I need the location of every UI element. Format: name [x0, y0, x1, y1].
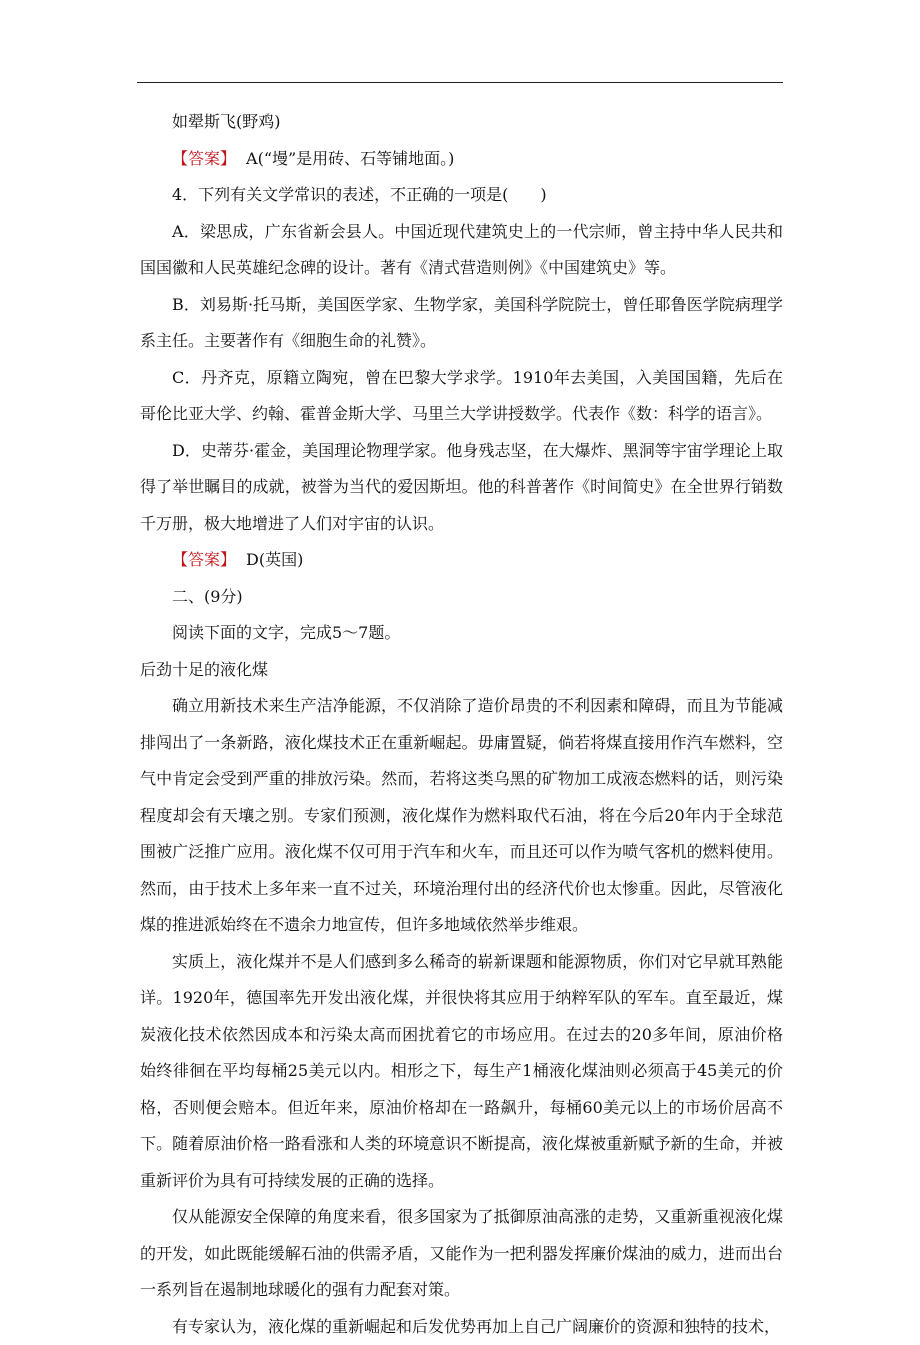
answer-3-text: A(“墁”是用砖、石等铺地面。): [246, 149, 454, 168]
document-body: [140, 104, 783, 1345]
question-4-option-d: D．史蒂芬·霍金，美国理论物理学家。他身残志坚，在大爆炸、黑洞等宇宙学理论上取得了举世瞩目的成就，被誉为当代的爱因斯坦。他的科普著作《时间简史》在全世界行销数千万册，极大地增进了人们对宇宙的认识。: [140, 433, 783, 543]
answer-4-text: D(英国): [246, 550, 303, 569]
question-4-option-a: A．梁思成，广东省新会县人。中国近现代建筑史上的一代宗师，曾主持中华人民共和国国徽和人民英雄纪念碑的设计。著有《清式营造则例》《中国建筑史》等。: [140, 214, 783, 287]
header-rule: [137, 82, 783, 83]
section-heading: 二、(9分): [140, 579, 783, 616]
answer-4: [140, 542, 783, 579]
reading-instruction: 阅读下面的文字，完成5～7题。: [140, 615, 783, 652]
answer-tag: 【答案】: [172, 149, 236, 168]
passage-title: 后劲十足的液化煤: [140, 652, 783, 689]
question-4-stem: 4．下列有关文学常识的表述，不正确的一项是( ): [140, 177, 783, 214]
answer-3: [140, 141, 783, 178]
answer-tag: 【答案】: [172, 550, 236, 569]
passage-paragraph-4: 有专家认为，液化煤的重新崛起和后发优势再加上自己广阔廉价的资源和独特的技术，: [140, 1309, 783, 1345]
q3-option-d-tail: 如翚斯飞(野鸡): [140, 104, 783, 141]
passage-paragraph-3: 仅从能源安全保障的角度来看，很多国家为了抵御原油高涨的走势，又重新重视液化煤的开发，如此既能缓解石油的供需矛盾，又能作为一把利器发挥廉价煤油的威力，进而出台一系列旨在遏制地球暖化的强有力配套对策。: [140, 1199, 783, 1309]
passage-paragraph-2: 实质上，液化煤并不是人们感到多么稀奇的崭新课题和能源物质，你们对它早就耳熟能详。1920年，德国率先开发出液化煤，并很快将其应用于纳粹军队的军车。直至最近，煤炭液化技术依然因成本和污染太高而困扰着它的市场应用。在过去的20多年间，原油价格始终徘徊在平均每桶25美元以内。相形之下，每生产1桶液化煤油则必须高于45美元的价格，否则便会赔本。但近年来，原油价格却在一路飙升，每桶60美元以上的市场价居高不下。随着原油价格一路看涨和人类的环境意识不断提高，液化煤被重新赋予新的生命，并被重新评价为具有可持续发展的正确的选择。: [140, 944, 783, 1200]
question-4-option-b: B．刘易斯·托马斯，美国医学家、生物学家，美国科学院院士，曾任耶鲁医学院病理学系主任。主要著作有《细胞生命的礼赞》。: [140, 287, 783, 360]
question-4-option-c: C．丹齐克，原籍立陶宛，曾在巴黎大学求学。1910年去美国，入美国国籍，先后在哥伦比亚大学、约翰、霍普金斯大学、马里兰大学讲授数学。代表作《数：科学的语言》。: [140, 360, 783, 433]
passage-paragraph-1: 确立用新技术来生产洁净能源，不仅消除了造价昂贵的不利因素和障碍，而且为节能减排闯出了一条新路，液化煤技术正在重新崛起。毋庸置疑，倘若将煤直接用作汽车燃料，空气中肯定会受到严重的排放污染。然而，若将这类乌黑的矿物加工成液态燃料的话，则污染程度却会有天壤之别。专家们预测，液化煤作为燃料取代石油，将在今后20年内于全球范围被广泛推广应用。液化煤不仅可用于汽车和火车，而且还可以作为喷气客机的燃料使用。然而，由于技术上多年来一直不过关，环境治理付出的经济代价也太惨重。因此，尽管液化煤的推进派始终在不遗余力地宣传，但许多地域依然举步维艰。: [140, 688, 783, 944]
